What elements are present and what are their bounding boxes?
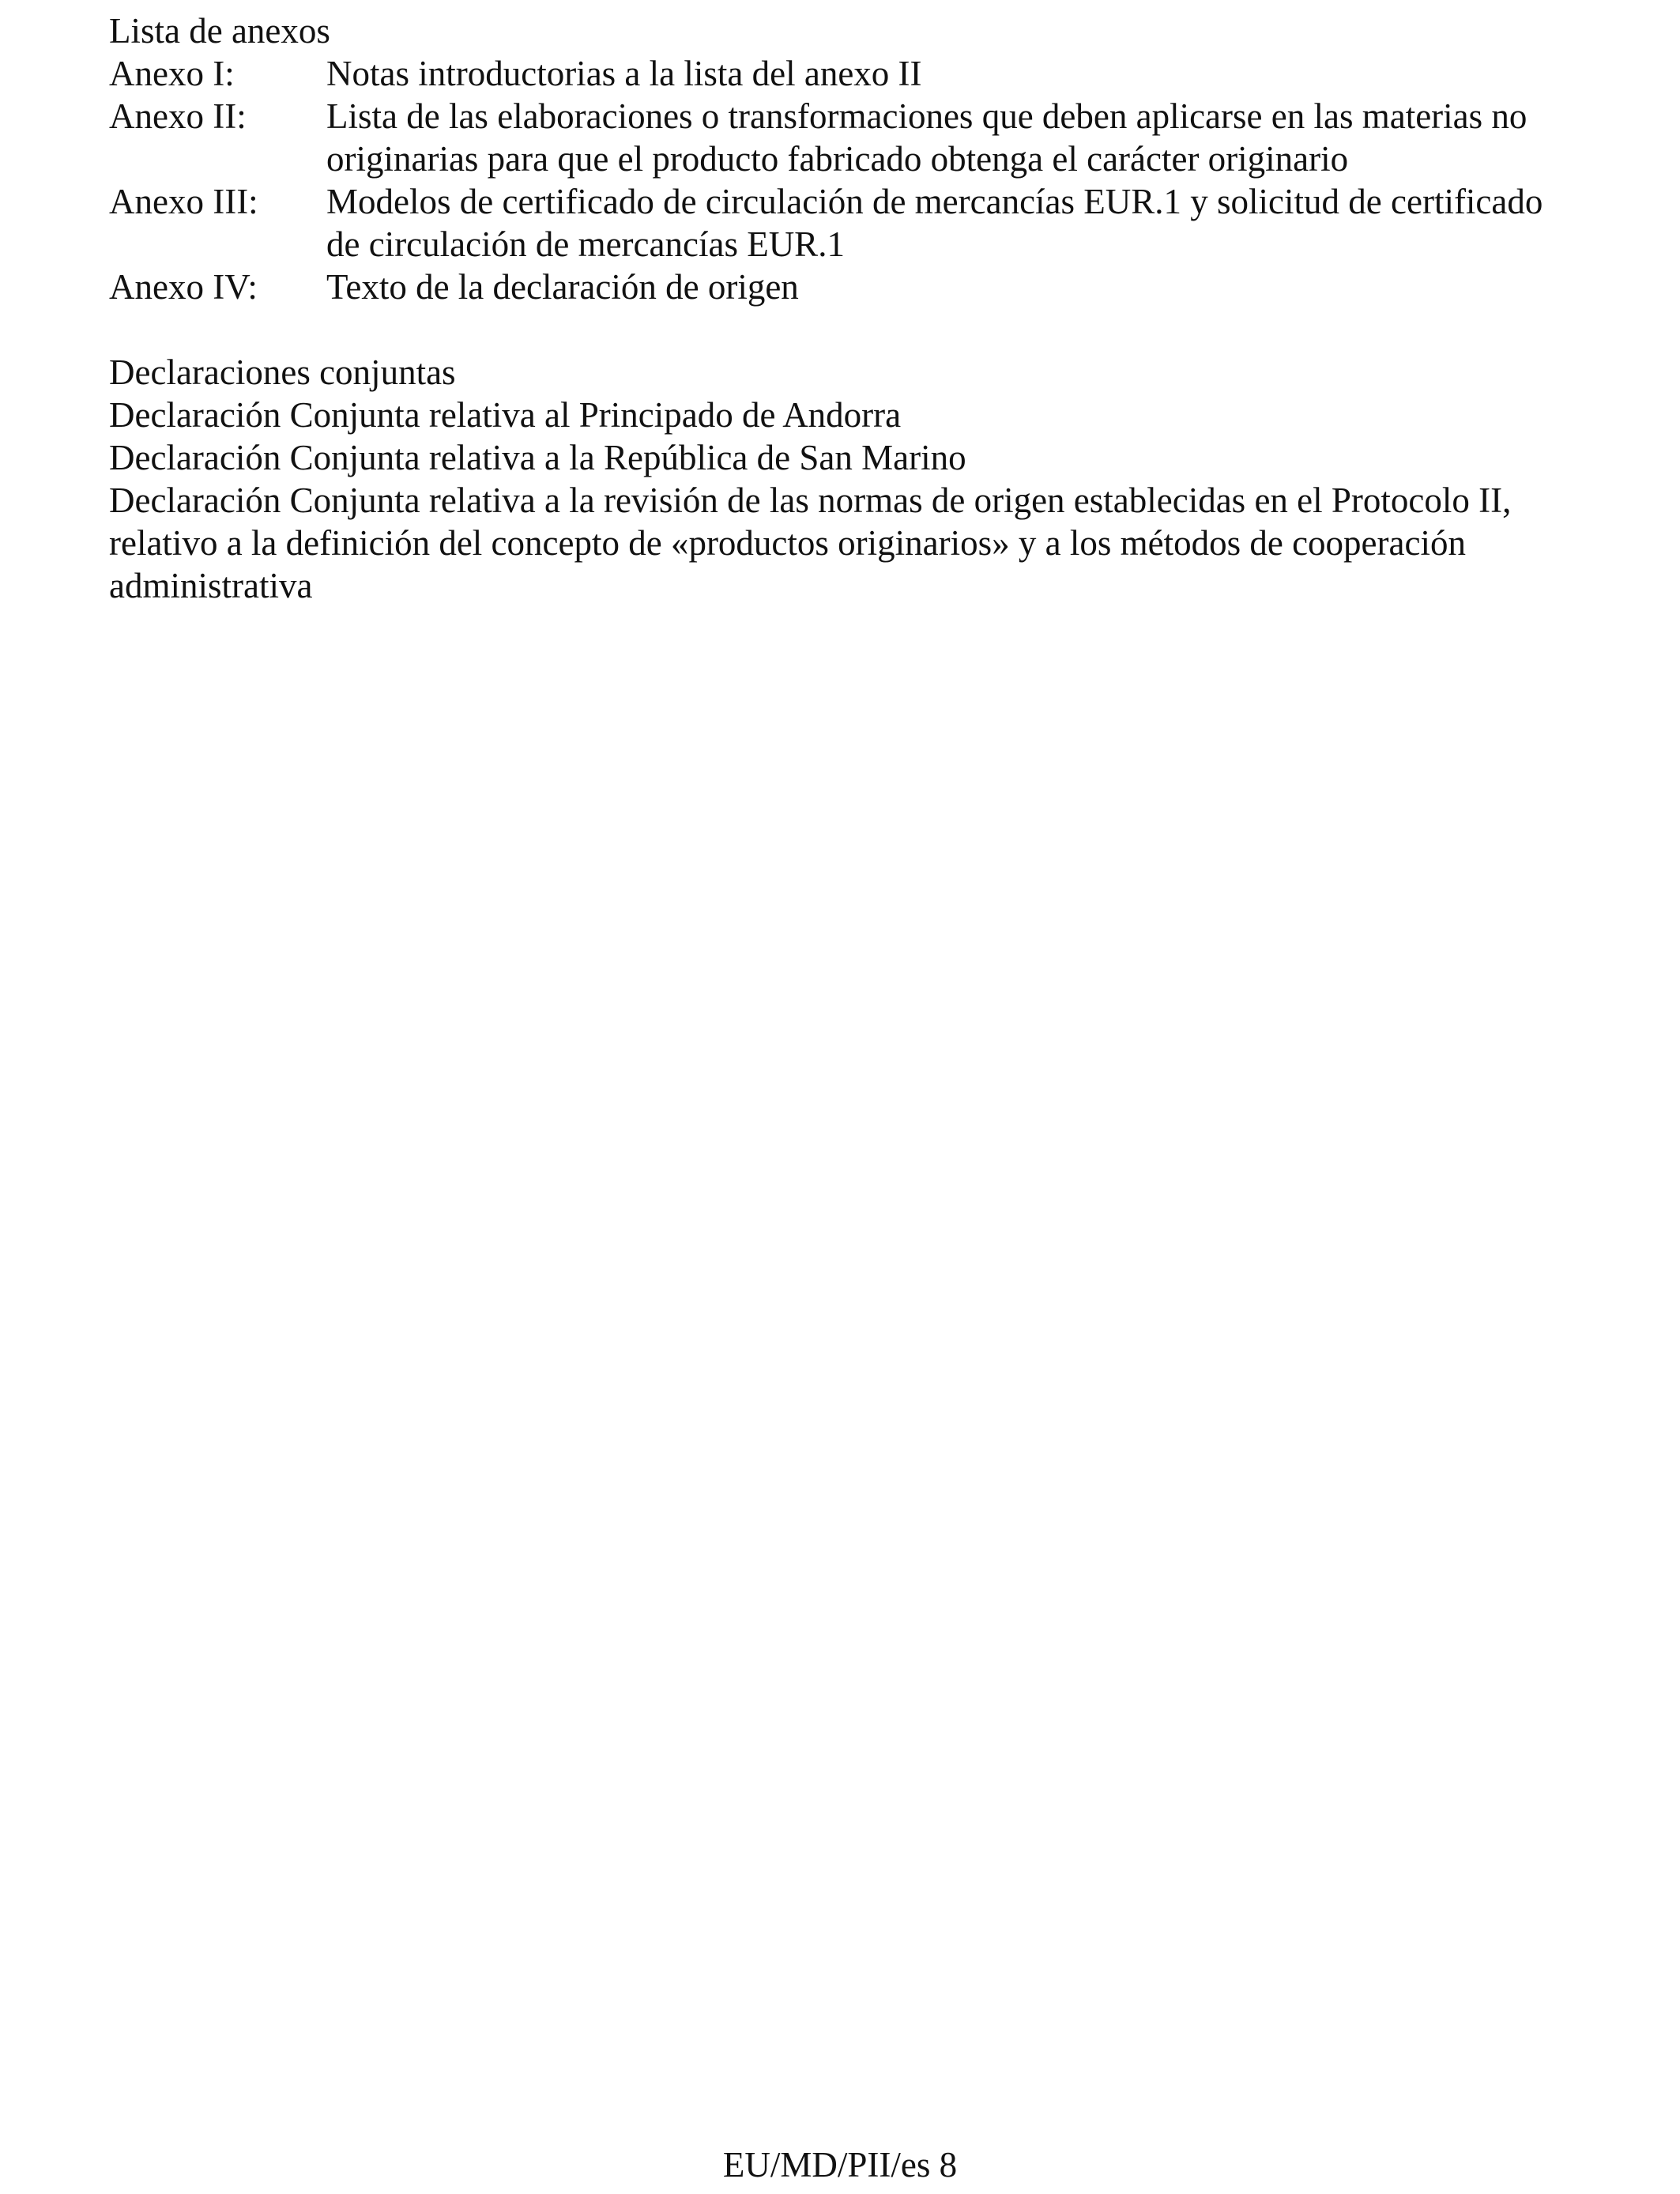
annex-description xyxy=(326,52,1595,95)
annex-label: Anexo I: xyxy=(109,54,235,93)
declaration-item-2 xyxy=(109,436,1595,479)
declaration-line: relativo a la definición del concepto de «productos originarios» y a los métodos de cooperación xyxy=(109,523,1466,563)
annex-label: Anexo II: xyxy=(109,96,247,136)
annex-item-2 xyxy=(109,95,1595,180)
annex-description-line: de circulación de mercancías EUR.1 xyxy=(326,224,845,264)
declaration-line: Declaración Conjunta relativa al Principado de Andorra xyxy=(109,395,902,435)
annex-description xyxy=(326,180,1595,266)
annex-item-1 xyxy=(109,52,1595,95)
annex-description xyxy=(326,266,1595,308)
declaration-line: administrativa xyxy=(109,566,313,605)
document-page xyxy=(109,9,1595,607)
annex-item-3 xyxy=(109,180,1595,266)
page-footer-reference: EU/MD/PII/es 8 xyxy=(722,2145,958,2185)
annex-description-line: Texto de la declaración de origen xyxy=(326,267,799,307)
declaration-line: Declaración Conjunta relativa a la revisión de las normas de origen establecidas en el Protocolo II, xyxy=(109,481,1512,520)
annex-description-line: Notas introductorias a la lista del anexo II xyxy=(326,54,922,93)
declaration-line: Declaración Conjunta relativa a la República de San Marino xyxy=(109,438,966,477)
annex-description-line: originarias para que el producto fabricado obtenga el carácter originario xyxy=(326,139,1349,179)
annex-label: Anexo IV: xyxy=(109,267,258,307)
annex-description-line: Lista de las elaboraciones o transformaciones que deben aplicarse en las materias no xyxy=(326,96,1527,136)
declaration-item-1 xyxy=(109,394,1595,436)
declaration-item-3 xyxy=(109,479,1595,607)
annex-description-line: Modelos de certificado de circulación de mercancías EUR.1 y solicitud de certificado xyxy=(326,182,1543,221)
annex-description xyxy=(326,95,1595,180)
joint-declarations-heading: Declaraciones conjuntas xyxy=(109,352,456,392)
annex-item-4 xyxy=(109,266,1595,308)
annex-list-heading: Lista de anexos xyxy=(109,11,330,51)
section-spacer xyxy=(109,308,1595,351)
annex-label: Anexo III: xyxy=(109,182,258,221)
